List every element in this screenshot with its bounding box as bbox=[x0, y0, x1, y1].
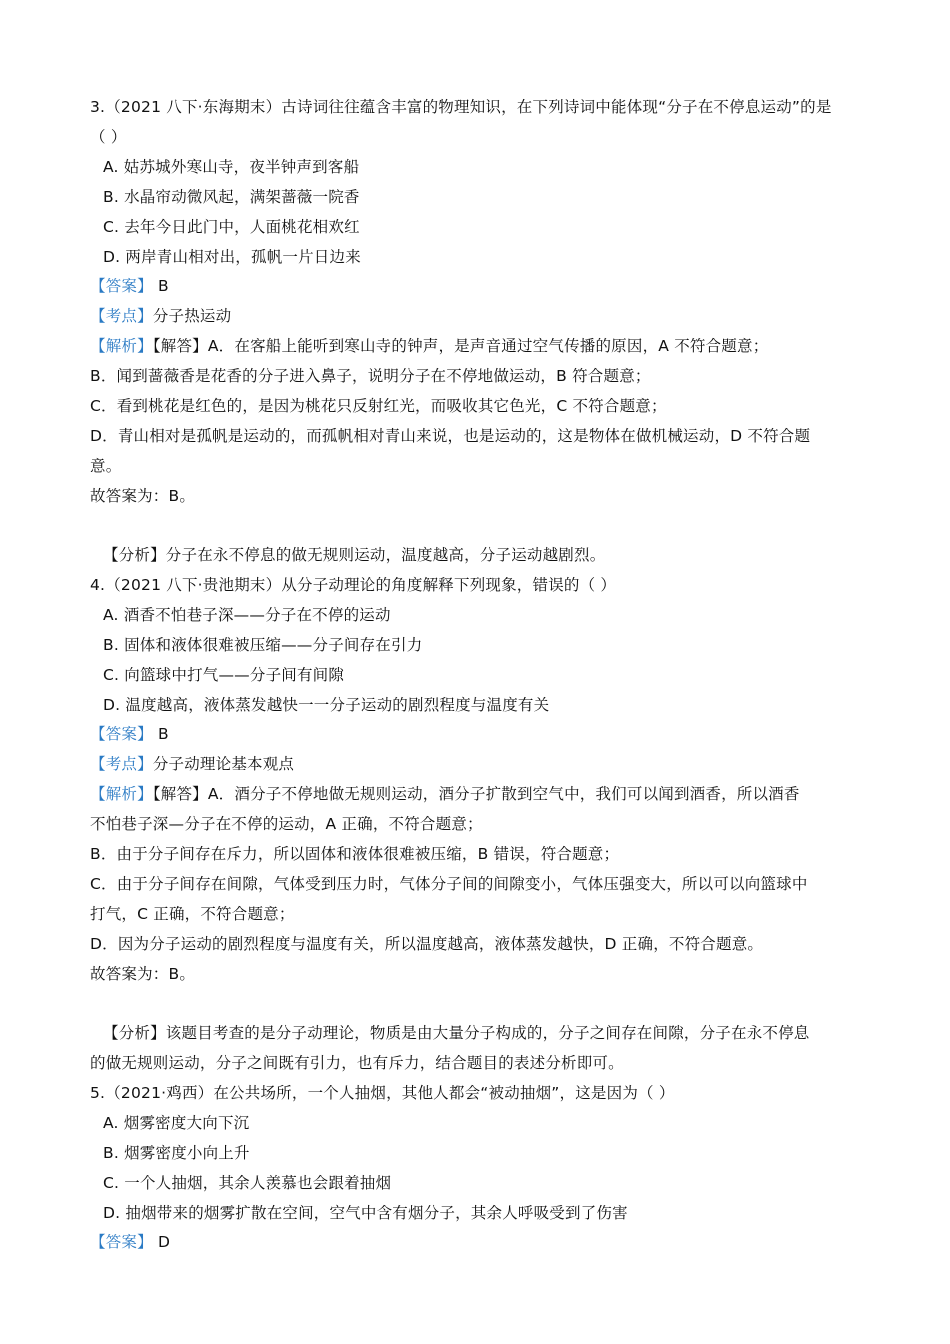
q3-analysis-line-1 bbox=[90, 336, 768, 356]
q3-answer-tag: 【答案】 bbox=[90, 277, 153, 295]
q4-conclusion: 故答案为：B。 bbox=[90, 965, 196, 983]
q3-point-value: 分子热运动 bbox=[152, 307, 232, 325]
q4-point-value: 分子动理论基本观点 bbox=[152, 755, 295, 773]
q4-analysis-line-1 bbox=[90, 784, 800, 804]
q3-analysis-line-4: D．青山相对是孤帆是运动的，而孤帆相对青山来说，也是运动的，这是物体在做机械运动，D 不符合题 bbox=[90, 427, 811, 445]
q3-option-c: C. 去年今日此门中，人面桃花相欢红 bbox=[103, 218, 360, 236]
q5-option-a: A. 烟雾密度大向下沉 bbox=[103, 1114, 250, 1132]
q4-option-a: A. 酒香不怕巷子深——分子在不停的运动 bbox=[103, 606, 391, 624]
q3-analysis-line-2: B．闻到蔷薇香是花香的分子进入鼻子，说明分子在不停地做运动，B 符合题意； bbox=[90, 367, 651, 385]
q4-analysis-tag: 【解析】 bbox=[90, 785, 153, 803]
q3-answer bbox=[90, 276, 169, 296]
q4-analysis-line-2: 不怕巷子深—分子在不停的运动，A 正确，不符合题意； bbox=[90, 815, 483, 833]
q3-answer-value: B bbox=[152, 277, 169, 295]
q3-stem-line-1: 3.（2021 八下·东海期末）古诗词往往蕴含丰富的物理知识，在下列诗词中能体现“分子在不停息运动”的是 bbox=[90, 98, 832, 116]
q4-fenxi-line-2: 的做无规则运动，分子之间既有引力，也有斥力，结合题目的表述分析即可。 bbox=[90, 1054, 624, 1072]
q5-option-c: C. 一个人抽烟，其余人羡慕也会跟着抽烟 bbox=[103, 1174, 392, 1192]
q4-answer bbox=[90, 724, 169, 744]
q4-analysis-line-4: C．由于分子间存在间隙，气体受到压力时，气体分子间的间隙变小，气体压强变大，所以可以向篮球中 bbox=[90, 875, 808, 893]
q3-option-d: D. 两岸青山相对出，孤帆一片日边来 bbox=[103, 248, 361, 266]
q5-stem-line-1: 5.（2021·鸡西）在公共场所，一个人抽烟，其他人都会“被动抽烟”，这是因为（ ） bbox=[90, 1084, 675, 1102]
q3-analysis-line-3: C．看到桃花是红色的，是因为桃花只反射红光，而吸收其它色光，C 不符合题意； bbox=[90, 397, 667, 415]
q3-analysis-line-5: 意。 bbox=[90, 457, 122, 475]
q5-answer bbox=[90, 1232, 170, 1252]
q4-answer-value: B bbox=[152, 725, 169, 743]
q3-stem-line-2: （ ） bbox=[90, 128, 127, 146]
q4-analysis-line-3: B．由于分子间存在斥力，所以固体和液体很难被压缩，B 错误，符合题意； bbox=[90, 845, 620, 863]
q4-point-tag: 【考点】 bbox=[90, 755, 153, 773]
q3-conclusion: 故答案为：B。 bbox=[90, 487, 196, 505]
q4-stem-line-1: 4.（2021 八下·贵池期末）从分子动理论的角度解释下列现象，错误的（ ） bbox=[90, 576, 617, 594]
q3-analysis-text: 【解答】A．在客船上能听到寒山寺的钟声，是声音通过空气传播的原因，A 不符合题意； bbox=[152, 337, 769, 355]
q4-analysis-line-5: 打气，C 正确，不符合题意； bbox=[90, 905, 295, 923]
q3-point-tag: 【考点】 bbox=[90, 307, 153, 325]
q4-analysis-text: 【解答】A．酒分子不停地做无规则运动，酒分子扩散到空气中，我们可以闻到酒香，所以酒香 bbox=[152, 785, 800, 803]
q3-point bbox=[90, 306, 231, 326]
q4-analysis-line-6: D．因为分子运动的剧烈程度与温度有关，所以温度越高，液体蒸发越快，D 正确，不符合题意。 bbox=[90, 935, 764, 953]
q3-option-b: B. 水晶帘动微风起，满架蔷薇一院香 bbox=[103, 188, 360, 206]
q4-answer-tag: 【答案】 bbox=[90, 725, 153, 743]
q4-option-c: C. 向篮球中打气——分子间有间隙 bbox=[103, 666, 345, 684]
q5-option-d: D. 抽烟带来的烟雾扩散在空间，空气中含有烟分子，其余人呼吸受到了伤害 bbox=[103, 1204, 628, 1222]
q4-fenxi-line-1: 【分析】该题目考查的是分子动理论，物质是由大量分子构成的，分子之间存在间隙，分子在永不停息 bbox=[103, 1024, 810, 1042]
q4-point bbox=[90, 754, 294, 774]
q5-answer-tag: 【答案】 bbox=[90, 1233, 153, 1251]
q3-analysis-tag: 【解析】 bbox=[90, 337, 153, 355]
q5-option-b: B. 烟雾密度小向上升 bbox=[103, 1144, 250, 1162]
q5-answer-value: D bbox=[152, 1233, 171, 1251]
q3-fenxi: 【分析】分子在永不停息的做无规则运动，温度越高，分子运动越剧烈。 bbox=[103, 546, 606, 564]
q3-option-a: A. 姑苏城外寒山寺，夜半钟声到客船 bbox=[103, 158, 360, 176]
q4-option-b: B. 固体和液体很难被压缩——分子间存在引力 bbox=[103, 636, 423, 654]
q4-option-d: D. 温度越高，液体蒸发越快一一分子运动的剧烈程度与温度有关 bbox=[103, 696, 550, 714]
